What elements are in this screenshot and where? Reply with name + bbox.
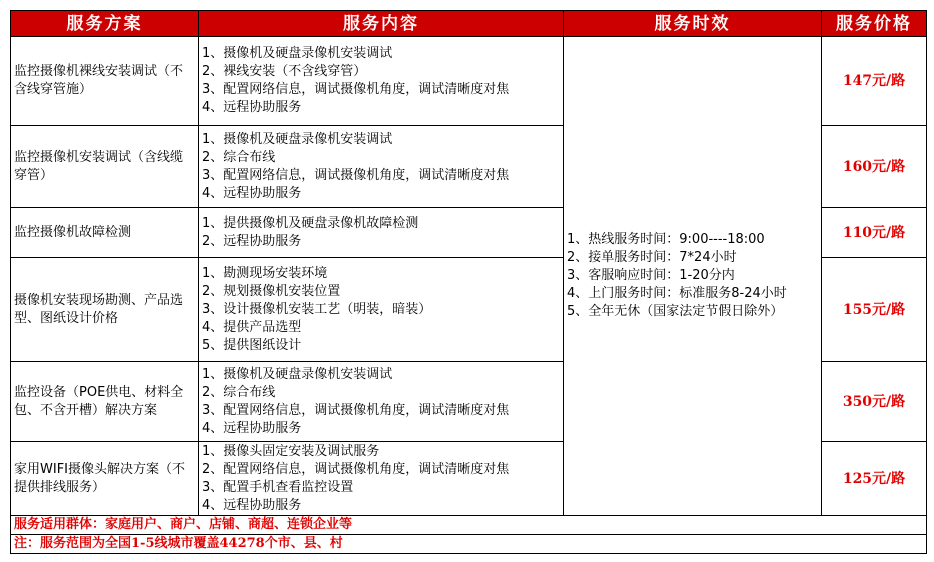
- content-line: 2、配置网络信息，调试摄像机角度，调试清晰度对焦: [202, 461, 510, 477]
- plan-cell: 监控摄像机安装调试（含线缆穿管）: [11, 126, 199, 208]
- price-cell: 147元/路: [822, 37, 927, 126]
- service-price-table: [10, 10, 927, 554]
- content-line: 4、远程协助服务: [202, 100, 302, 115]
- content-line: 4、提供产品选型: [202, 319, 302, 335]
- plan-cell: 摄像机安装现场勘测、产品选型、图纸设计价格: [11, 258, 199, 362]
- content-line: 4、远程协助服务: [202, 420, 302, 436]
- timing-cell: [564, 37, 822, 516]
- content-line: 1、摄像机及硬盘录像机安装调试: [202, 46, 393, 61]
- price-cell: 110元/路: [822, 208, 927, 258]
- timing-line: 5、全年无休（国家法定节假日除外）: [567, 304, 784, 319]
- content-cell: [199, 362, 564, 442]
- price-cell: 155元/路: [822, 258, 927, 362]
- content-line: 3、配置手机查看监控设置: [202, 479, 354, 495]
- content-line: 4、远程协助服务: [202, 185, 302, 201]
- content-line: 2、综合布线: [202, 149, 276, 165]
- header-price: 服务价格: [822, 11, 927, 37]
- content-cell: [199, 126, 564, 208]
- content-line: 1、摄像机及硬盘录像机安装调试: [202, 131, 393, 147]
- content-line: 3、设计摄像机安装工艺（明装，暗装）: [202, 301, 432, 317]
- content-line: 2、裸线安装（不含线穿管）: [202, 64, 367, 79]
- content-line: 1、勘测现场安装环境: [202, 265, 328, 281]
- price-cell: 160元/路: [822, 126, 927, 208]
- plan-cell: 家用WIFI摄像头解决方案（不提供排线服务）: [11, 442, 199, 516]
- price-cell: 350元/路: [822, 362, 927, 442]
- content-line: 1、摄像头固定安装及调试服务: [202, 443, 380, 459]
- content-line: 4、远程协助服务: [202, 497, 302, 513]
- table-row: [11, 37, 927, 126]
- price-cell: 125元/路: [822, 442, 927, 516]
- timing-line: 3、客服响应时间：1-20分内: [567, 268, 735, 283]
- content-line: 1、提供摄像机及硬盘录像机故障检测: [202, 215, 419, 231]
- content-line: 3、配置网络信息，调试摄像机角度，调试清晰度对焦: [202, 82, 510, 97]
- service-table-container: [10, 10, 927, 554]
- content-line: 1、摄像机及硬盘录像机安装调试: [202, 366, 393, 382]
- note-row-audience: [11, 516, 927, 535]
- content-cell: [199, 258, 564, 362]
- content-line: 2、综合布线: [202, 384, 276, 400]
- content-line: 2、远程协助服务: [202, 233, 302, 249]
- plan-cell: 监控摄像机故障检测: [11, 208, 199, 258]
- timing-line: 2、接单服务时间：7*24小时: [567, 250, 737, 265]
- timing-line: 4、上门服务时间：标准服务8-24小时: [567, 286, 787, 301]
- content-cell: [199, 442, 564, 516]
- audience-note: 服务适用群体：家庭用户、商户、店铺、商超、连锁企业等: [11, 516, 927, 535]
- content-line: 2、规划摄像机安装位置: [202, 283, 341, 299]
- content-line: 3、配置网络信息，调试摄像机角度，调试清晰度对焦: [202, 167, 510, 183]
- content-line: 5、提供图纸设计: [202, 337, 302, 353]
- header-timing: 服务时效: [564, 11, 822, 37]
- header-plan: 服务方案: [11, 11, 199, 37]
- header-content: 服务内容: [199, 11, 564, 37]
- content-cell: [199, 37, 564, 126]
- table-header-row: [11, 11, 927, 37]
- plan-cell: 监控摄像机裸线安装调试（不含线穿管施）: [11, 37, 199, 126]
- note-row-scope: [11, 535, 927, 554]
- content-line: 3、配置网络信息，调试摄像机角度，调试清晰度对焦: [202, 402, 510, 418]
- plan-cell: 监控设备（POE供电、材料全包、不含开槽）解决方案: [11, 362, 199, 442]
- content-cell: [199, 208, 564, 258]
- scope-note: 注：服务范围为全国1-5线城市覆盖44278个市、县、村: [11, 535, 927, 554]
- timing-line: 1、热线服务时间：9:00----18:00: [567, 232, 765, 247]
